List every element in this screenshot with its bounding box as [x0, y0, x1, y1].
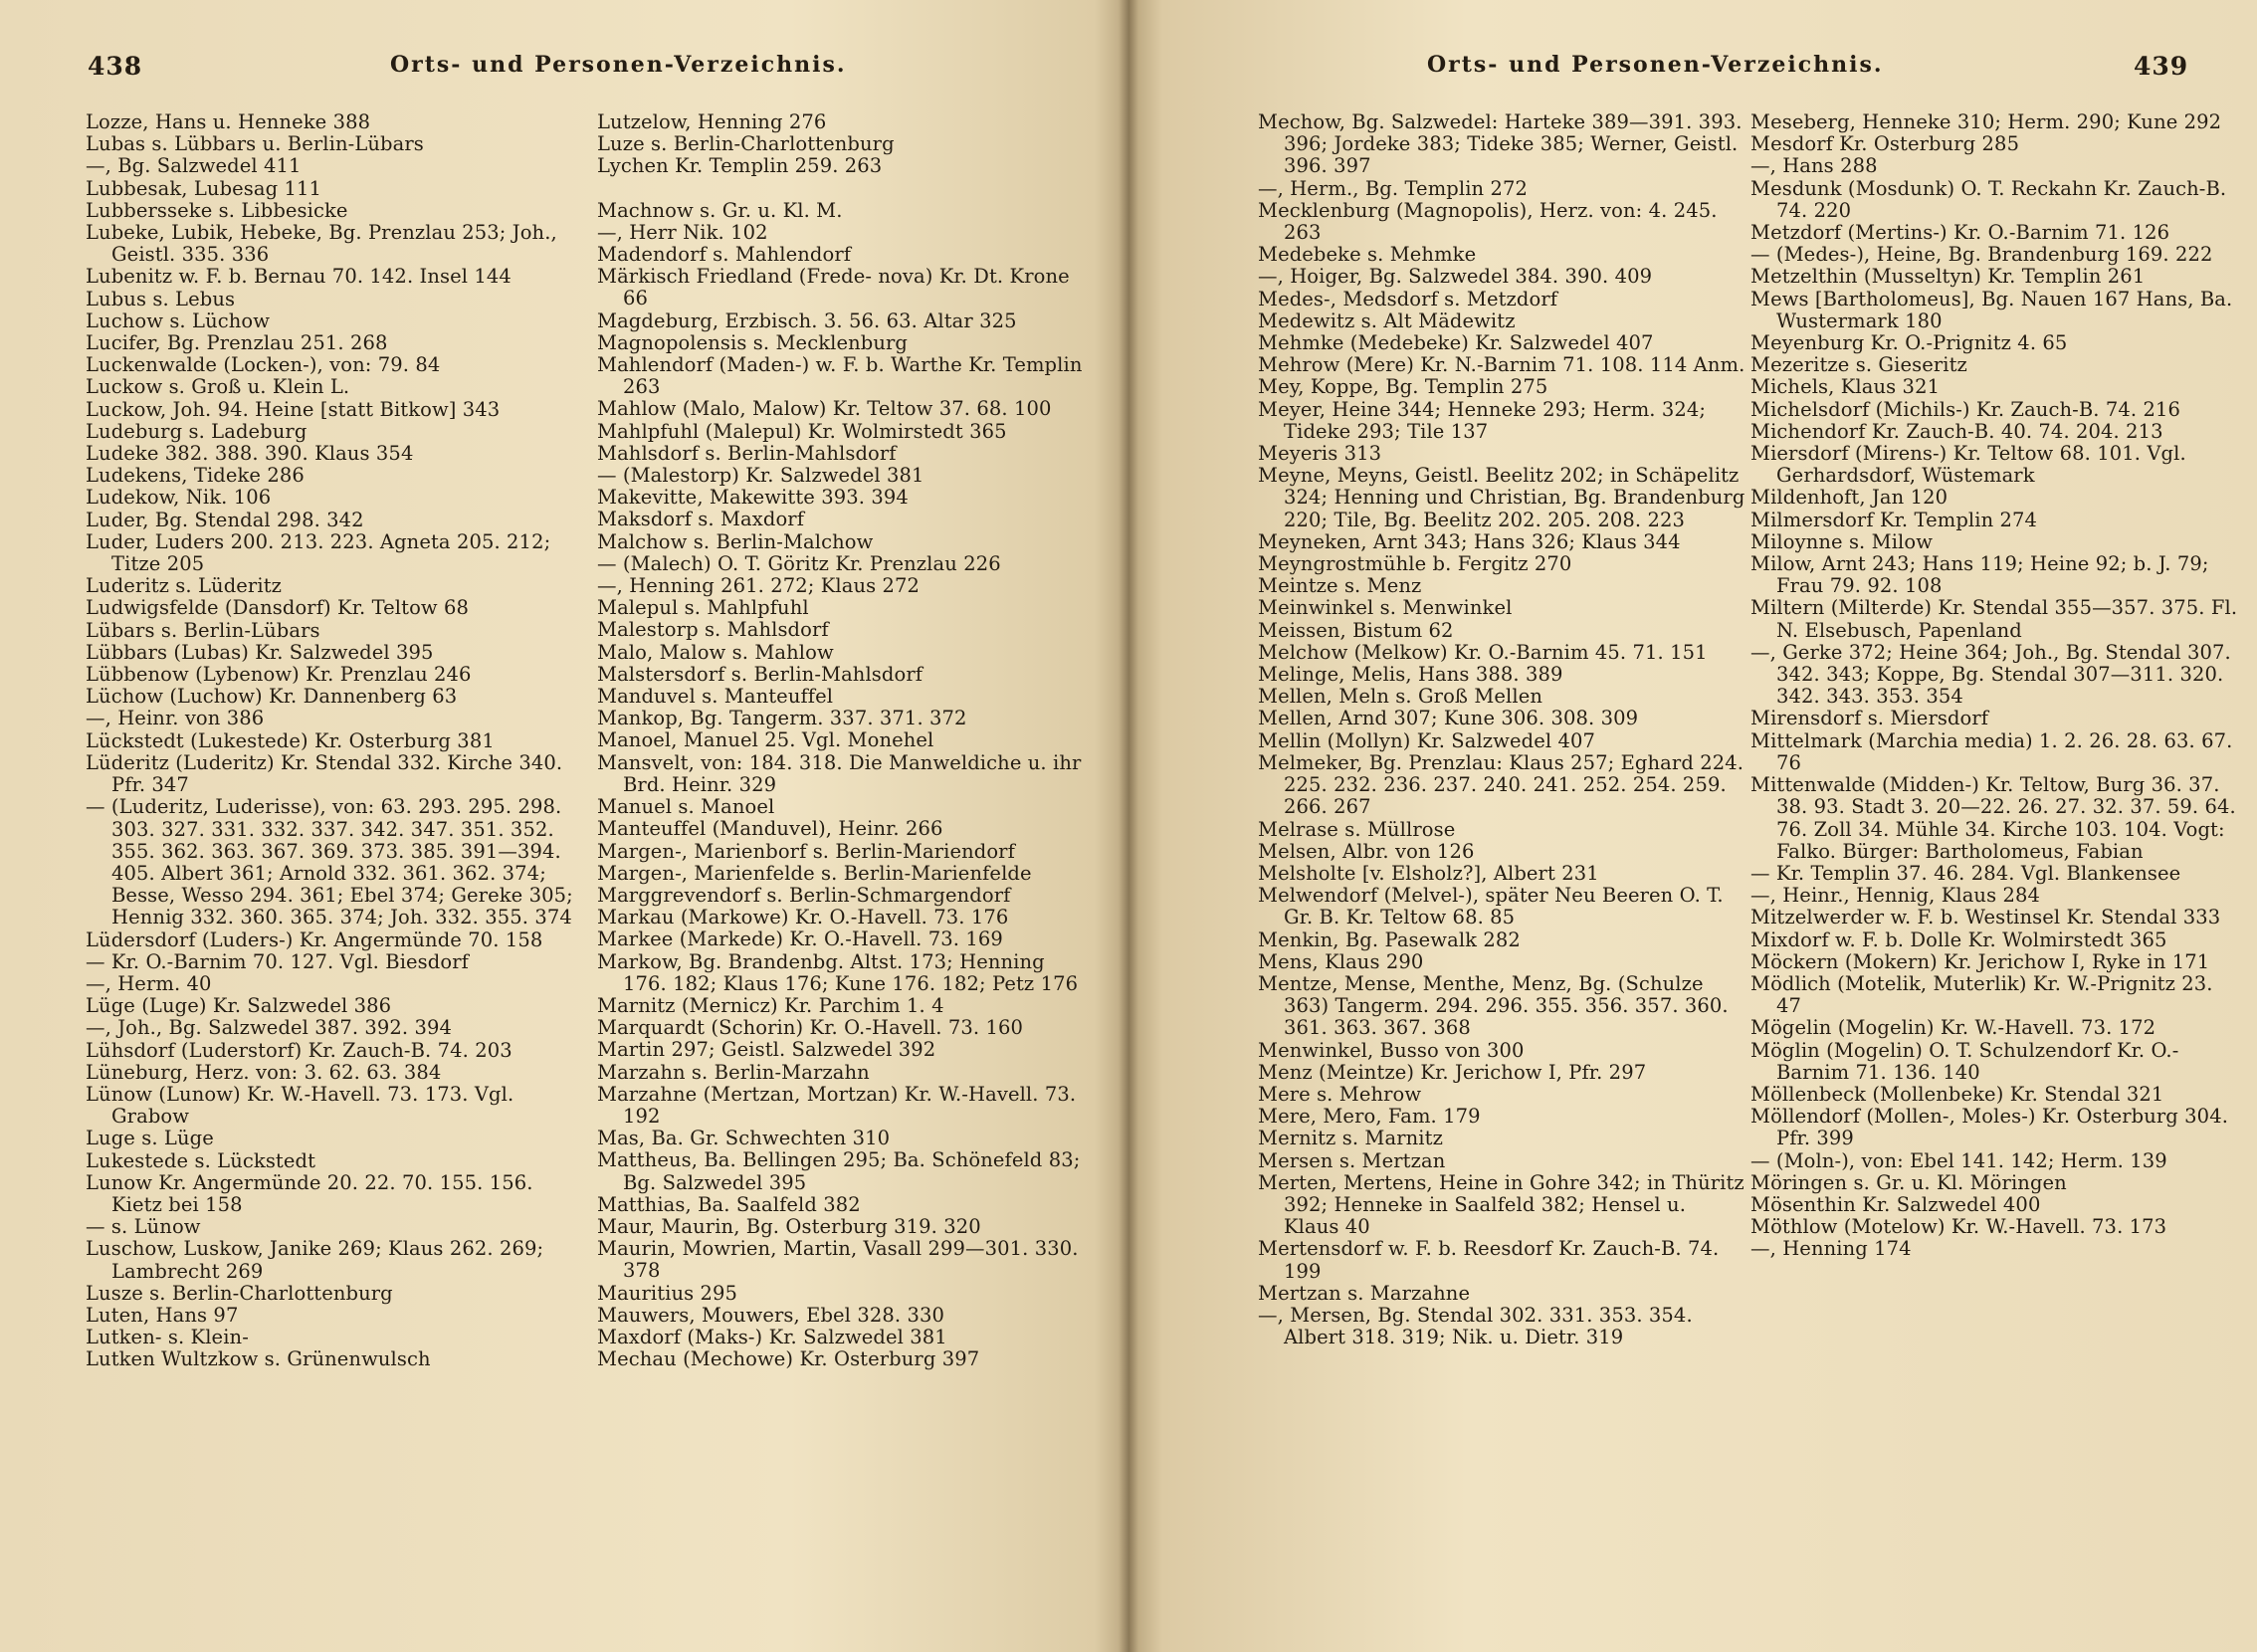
index-entry: Mentze, Mense, Menthe, Menz, Bg. (Schulze 363) Tangerm. 294. 296. 355. 356. 357. 360. 361. 363. 367. 368: [1258, 971, 1729, 1040]
index-entry: Luckenwalde (Locken-), von: 79. 84: [86, 353, 441, 377]
index-entry: Margen-, Marienfelde s. Berlin-Marienfelde: [597, 861, 1032, 885]
index-entry: Mitzelwerder w. F. b. Westinsel Kr. Stendal 333: [1750, 906, 2221, 929]
index-entry: Malepul s. Mahlpfuhl: [597, 596, 809, 620]
index-entry: —, Joh., Bg. Salzwedel 387. 392. 394: [86, 1016, 453, 1040]
index-entry: Medes-, Medsdorf s. Metzdorf: [1258, 287, 1558, 310]
index-entry: Meinwinkel s. Menwinkel: [1258, 596, 1513, 620]
index-entry: Mehrow (Mere) Kr. N.-Barnim 71. 108. 114 Anm.: [1258, 353, 1745, 377]
index-entry: Lunow Kr. Angermünde 20. 22. 70. 155. 156. Kietz bei 158: [86, 1170, 533, 1216]
index-entry: Melsen, Albr. von 126: [1258, 839, 1475, 863]
running-title-left: Orts- und Personen-Verzeichnis.: [390, 52, 847, 78]
left-page-column-1: [86, 111, 573, 1371]
index-entry: Luckow s. Groß u. Klein L.: [86, 375, 350, 399]
index-entry: —, Herm., Bg. Templin 272: [1258, 176, 1529, 200]
index-entry: Michendorf Kr. Zauch-B. 40. 74. 204. 213: [1750, 419, 2163, 443]
index-entry: Mildenhoft, Jan 120: [1750, 486, 1949, 510]
index-entry: Maksdorf s. Maxdorf: [597, 508, 805, 531]
index-entry: Miloynne s. Milow: [1750, 529, 1934, 553]
index-entry: Luder, Luders 200. 213. 223. Agneta 205. 212; Titze 205: [86, 529, 551, 576]
index-entry: — (Moln-), von: Ebel 141. 142; Herm. 139: [1750, 1148, 2167, 1172]
index-entry: Miersdorf (Mirens-) Kr. Teltow 68. 101. Vgl. Gerhardsdorf, Wüstemark: [1750, 442, 2186, 488]
index-entry: Marzahn s. Berlin-Marzahn: [597, 1060, 870, 1084]
index-entry: Mernitz s. Marnitz: [1258, 1127, 1443, 1150]
index-entry: Luten, Hans 97: [86, 1303, 239, 1327]
index-entry: Möllenbeck (Mollenbeke) Kr. Stendal 321: [1750, 1082, 2164, 1106]
index-entry: Mansvelt, von: 184. 318. Die Manweldiche u. ihr Brd. Heinr. 329: [597, 750, 1082, 796]
index-entry: Lühsdorf (Luderstorf) Kr. Zauch-B. 74. 203: [86, 1038, 513, 1062]
index-entry: Mixdorf w. F. b. Dolle Kr. Wolmirstedt 365: [1750, 928, 2167, 951]
index-entry: Melsholte [v. Elsholz?], Albert 231: [1258, 861, 1599, 885]
index-entry: Milmersdorf Kr. Templin 274: [1750, 508, 2038, 531]
index-entry: Luschow, Luskow, Janike 269; Klaus 262. 269; Lambrecht 269: [86, 1237, 544, 1283]
index-entry: Lubeke, Lubik, Hebeke, Bg. Prenzlau 253; Joh., Geistl. 335. 336: [86, 221, 557, 267]
index-entry: Meyer, Heine 344; Henneke 293; Herm. 324; Tideke 293; Tile 137: [1258, 397, 1707, 443]
index-entry: Mahlow (Malo, Malow) Kr. Teltow 37. 68. 100: [597, 397, 1052, 421]
index-entry: Mahlpfuhl (Malepul) Kr. Wolmirstedt 365: [597, 419, 1007, 443]
index-entry: Markee (Markede) Kr. O.-Havell. 73. 169: [597, 928, 1003, 951]
index-entry: Medewitz s. Alt Mädewitz: [1258, 309, 1516, 332]
index-entry: Lubenitz w. F. b. Bernau 70. 142. Insel 144: [86, 265, 512, 289]
index-entry: — Kr. O.-Barnim 70. 127. Vgl. Biesdorf: [86, 949, 469, 973]
index-entry: Ludeburg s. Ladeburg: [86, 419, 308, 443]
index-entry: —, Herm. 40: [86, 971, 212, 995]
index-entry: —, Hans 288: [1750, 154, 1878, 178]
index-entry: — s. Lünow: [86, 1215, 201, 1239]
index-entry: Marquardt (Schorin) Kr. O.-Havell. 73. 160: [597, 1016, 1023, 1040]
index-entry: — (Malestorp) Kr. Salzwedel 381: [597, 464, 924, 488]
index-entry: Mechow, Bg. Salzwedel: Harteke 389—391. 393. 396; Jordeke 383; Tideke 385; Werner, Geistl. 396. 397: [1258, 110, 1743, 178]
index-entry: Mögelin (Mogelin) Kr. W.-Havell. 73. 172: [1750, 1016, 2156, 1040]
index-entry: Maur, Maurin, Bg. Osterburg 319. 320: [597, 1214, 981, 1238]
index-entry: —, Herr Nik. 102: [597, 220, 768, 244]
index-entry: Lünow (Lunow) Kr. W.-Havell. 73. 173. Vgl. Grabow: [86, 1082, 514, 1129]
right-page-column-2: [1750, 111, 2238, 1261]
index-entry: Mellin (Mollyn) Kr. Salzwedel 407: [1258, 728, 1595, 752]
index-entry: —, Heinr. von 386: [86, 707, 265, 730]
index-entry: Melmeker, Bg. Prenzlau: Klaus 257; Eghard 224. 225. 232. 236. 237. 240. 241. 252. 254. 259. 266. 267: [1258, 750, 1744, 819]
index-entry: Möglin (Mogelin) O. T. Schulzendorf Kr. O.-Barnim 71. 136. 140: [1750, 1038, 2179, 1084]
index-entry: Lutken- s. Klein-: [86, 1326, 249, 1349]
index-entry: Martin 297; Geistl. Salzwedel 392: [597, 1038, 936, 1062]
index-entry: Lubbersseke s. Libbesicke: [86, 198, 348, 222]
index-entry: Lozze, Hans u. Henneke 388: [86, 110, 371, 133]
index-entry: Lubbesak, Lubesag 111: [86, 176, 322, 200]
index-entry: Mews [Bartholomeus], Bg. Nauen 167 Hans, Ba. Wustermark 180: [1750, 287, 2233, 332]
index-entry: Maurin, Mowrien, Martin, Vasall 299—301. 330. 378: [597, 1237, 1079, 1283]
index-entry: Lüchow (Luchow) Kr. Dannenberg 63: [86, 685, 458, 709]
index-entry: Meintze s. Menz: [1258, 574, 1422, 598]
index-entry: Möringen s. Gr. u. Kl. Möringen: [1750, 1170, 2067, 1194]
index-entry: —, Hoiger, Bg. Salzwedel 384. 390. 409: [1258, 265, 1653, 289]
index-entry: Mechau (Mechowe) Kr. Osterburg 397: [597, 1347, 980, 1371]
index-entry: Malstersdorf s. Berlin-Mahlsdorf: [597, 662, 923, 686]
index-entry: Metzelthin (Musseltyn) Kr. Templin 261: [1750, 265, 2146, 289]
index-entry: Mankop, Bg. Tangerm. 337. 371. 372: [597, 707, 967, 730]
index-entry: Meyneken, Arnt 343; Hans 326; Klaus 344: [1258, 529, 1681, 553]
index-entry: Lüge (Luge) Kr. Salzwedel 386: [86, 994, 392, 1018]
right-page-column-1: [1258, 111, 1745, 1348]
index-entry: Milow, Arnt 243; Hans 119; Heine 92; b. J. 79; Frau 79. 92. 108: [1750, 552, 2209, 598]
index-entry: Mauritius 295: [597, 1281, 738, 1305]
index-entry: Mahlendorf (Maden-) w. F. b. Warthe Kr. Templin 263: [597, 353, 1083, 399]
index-entry: Lübars s. Berlin-Lübars: [86, 618, 320, 642]
index-entry: Meseberg, Henneke 310; Herm. 290; Kune 292: [1750, 110, 2222, 133]
index-entry: Ludekow, Nik. 106: [86, 486, 272, 510]
index-entry: Meyne, Meyns, Geistl. Beelitz 202; in Schäpelitz 324; Henning und Christian, Bg. Brandenburg 220; Tile, Bg. Beelitz 202. 205. 208. 223: [1258, 464, 1745, 531]
index-entry: Metzdorf (Mertins-) Kr. O.-Barnim 71. 126: [1750, 221, 2170, 245]
index-entry: Lucifer, Bg. Prenzlau 251. 268: [86, 331, 388, 355]
index-entry: Luder, Bg. Stendal 298. 342: [86, 508, 364, 531]
index-entry: Luderitz s. Lüderitz: [86, 574, 282, 598]
index-entry: Mas, Ba. Gr. Schwechten 310: [597, 1127, 891, 1150]
index-entry: Mecklenburg (Magnopolis), Herz. von: 4. 245. 263: [1258, 198, 1718, 245]
index-entry: Michels, Klaus 321: [1750, 375, 1941, 399]
running-title-right: Orts- und Personen-Verzeichnis.: [1427, 52, 1884, 78]
index-entry: Luze s. Berlin-Charlottenburg: [597, 132, 895, 156]
index-entry: Ludekens, Tideke 286: [86, 464, 305, 488]
index-entry: Matthias, Ba. Saalfeld 382: [597, 1192, 861, 1216]
index-entry: Ludwigsfelde (Dansdorf) Kr. Teltow 68: [86, 596, 470, 620]
index-entry: Mirensdorf s. Miersdorf: [1750, 707, 1989, 730]
index-entry: Mahlsdorf s. Berlin-Mahlsdorf: [597, 441, 897, 465]
index-entry: —, Bg. Salzwedel 411: [86, 154, 302, 178]
index-entry: Märkisch Friedland (Frede- nova) Kr. Dt. Krone 66: [597, 265, 1070, 310]
index-entry: Malestorp s. Mahlsdorf: [597, 618, 829, 642]
index-entry: Lychen Kr. Templin 259. 263: [597, 154, 883, 178]
index-entry: Michelsdorf (Michils-) Kr. Zauch-B. 74. 216: [1750, 397, 2180, 421]
index-entry: Manduvel s. Manteuffel: [597, 685, 834, 709]
index-entry: Luge s. Lüge: [86, 1127, 214, 1150]
index-entry: Mittenwalde (Midden-) Kr. Teltow, Burg 36. 37. 38. 93. Stadt 3. 20—22. 26. 27. 32. 37. 59. 64. 76. Zoll 34. Mühle 34. Kirche 103. 104. Vogt: Falko. Bürger: Bartholomeus, Fabian: [1750, 773, 2236, 863]
index-entry: Lübbars (Lubas) Kr. Salzwedel 395: [86, 640, 434, 664]
index-entry: Marnitz (Mernicz) Kr. Parchim 1. 4: [597, 993, 944, 1017]
right-page: [1128, 0, 2257, 1652]
index-entry: Mellen, Arnd 307; Kune 306. 308. 309: [1258, 707, 1639, 730]
index-entry: —, Gerke 372; Heine 364; Joh., Bg. Stendal 307. 342. 343; Koppe, Bg. Stendal 307—311. 320. 342. 343. 353. 354: [1750, 640, 2231, 709]
left-page-column-2: [597, 111, 1085, 1370]
index-entry: Lüderitz (Luderitz) Kr. Stendal 332. Kirche 340. Pfr. 347: [86, 750, 563, 797]
index-entry: Mertzan s. Marzahne: [1258, 1281, 1471, 1305]
index-entry: —, Mersen, Bg. Stendal 302. 331. 353. 354. Albert 318. 319; Nik. u. Dietr. 319: [1258, 1303, 1693, 1349]
index-entry: Lückstedt (Lukestede) Kr. Osterburg 381: [86, 728, 495, 752]
page-number-right: 439: [2134, 52, 2189, 81]
index-entry: —, Henning 174: [1750, 1237, 1912, 1261]
index-entry: Lübbenow (Lybenow) Kr. Prenzlau 246: [86, 663, 472, 687]
index-entry: Mey, Koppe, Bg. Templin 275: [1258, 375, 1548, 399]
index-entry: Melchow (Melkow) Kr. O.-Barnim 45. 71. 151: [1258, 640, 1708, 664]
index-entry: Ludeke 382. 388. 390. Klaus 354: [86, 442, 414, 466]
index-entry: Meyenburg Kr. O.-Prignitz 4. 65: [1750, 331, 2068, 355]
index-entry: Marzahne (Mertzan, Mortzan) Kr. W.-Havell. 73. 192: [597, 1082, 1077, 1128]
index-entry: Menz (Meintze) Kr. Jerichow I, Pfr. 297: [1258, 1060, 1647, 1084]
index-entry: Mödlich (Motelik, Muterlik) Kr. W.-Prignitz 23. 47: [1750, 971, 2213, 1018]
index-entry: Machnow s. Gr. u. Kl. M.: [597, 198, 843, 222]
index-entry: Mehmke (Medebeke) Kr. Salzwedel 407: [1258, 331, 1654, 355]
index-entry: Lüneburg, Herz. von: 3. 62. 63. 384: [86, 1060, 442, 1084]
index-entry: Medebeke s. Mehmke: [1258, 243, 1477, 267]
index-entry: Markau (Markowe) Kr. O.-Havell. 73. 176: [597, 906, 1009, 929]
book-gutter: [1119, 0, 1138, 1652]
index-entry: Lusze s. Berlin-Charlottenburg: [86, 1281, 393, 1305]
index-entry: Lubus s. Lebus: [86, 287, 236, 310]
index-entry: Meissen, Bistum 62: [1258, 618, 1454, 642]
index-entry: — (Luderitz, Luderisse), von: 63. 293. 295. 298. 303. 327. 331. 332. 337. 342. 347. 351. 352. 355. 362. 363. 367. 369. 373. 385. 391—394. 405. Albert 361; Arnold 332. 361. 362. 374; Besse, Wesso 294. 361; Ebel 374; Gereke 305; Hennig 332. 360. 365. 374; Joh. 332. 355. 374: [86, 795, 573, 929]
index-entry: Margen-, Marienborf s. Berlin-Mariendorf: [597, 839, 1015, 863]
index-entry: Möthlow (Motelow) Kr. W.-Havell. 73. 173: [1750, 1215, 2167, 1239]
index-entry: Mittelmark (Marchia media) 1. 2. 26. 28. 63. 67. 76: [1750, 728, 2233, 774]
index-entry: Malo, Malow s. Mahlow: [597, 640, 834, 664]
left-page: [0, 0, 1128, 1652]
index-entry: Madendorf s. Mahlendorf: [597, 243, 852, 267]
index-entry: Meyeris 313: [1258, 442, 1382, 466]
index-entry: Miltern (Milterde) Kr. Stendal 355—357. 375. Fl. N. Elsebusch, Papenland: [1750, 596, 2238, 642]
index-entry: Menkin, Bg. Pasewalk 282: [1258, 928, 1521, 951]
index-entry: Mertensdorf w. F. b. Reesdorf Kr. Zauch-B. 74. 199: [1258, 1237, 1720, 1283]
index-entry: Lubas s. Lübbars u. Berlin-Lübars: [86, 132, 424, 156]
index-entry: Luchow s. Lüchow: [86, 309, 271, 332]
index-entry: Lüdersdorf (Luders-) Kr. Angermünde 70. 158: [86, 928, 543, 951]
index-entry: — Kr. Templin 37. 46. 284. Vgl. Blankensee: [1750, 861, 2181, 885]
index-entry: Mersen s. Mertzan: [1258, 1148, 1446, 1172]
index-entry: Magdeburg, Erzbisch. 3. 56. 63. Altar 325: [597, 309, 1017, 332]
index-entry: Manteuffel (Manduvel), Heinr. 266: [597, 817, 943, 841]
index-entry: Möckern (Mokern) Kr. Jerichow I, Ryke in 171: [1750, 949, 2210, 973]
index-entry: Makevitte, Makewitte 393. 394: [597, 486, 909, 510]
index-entry: —, Heinr., Hennig, Klaus 284: [1750, 884, 2041, 908]
index-entry: — (Malech) O. T. Göritz Kr. Prenzlau 226: [597, 551, 1001, 575]
index-entry: Mezeritze s. Gieseritz: [1750, 353, 1967, 377]
index-entry: Mösenthin Kr. Salzwedel 400: [1750, 1192, 2041, 1216]
index-entry: Mesdunk (Mosdunk) O. T. Reckahn Kr. Zauch-B. 74. 220: [1750, 176, 2227, 222]
index-entry: — (Medes-), Heine, Bg. Brandenburg 169. 222: [1750, 243, 2213, 267]
index-entry: Melwendorf (Melvel-), später Neu Beeren O. T. Gr. B. Kr. Teltow 68. 85: [1258, 884, 1724, 929]
index-entry: Melinge, Melis, Hans 388. 389: [1258, 663, 1563, 687]
index-entry: Maxdorf (Maks-) Kr. Salzwedel 381: [597, 1325, 947, 1348]
index-entry: Mens, Klaus 290: [1258, 949, 1424, 973]
index-entry: Mesdorf Kr. Osterburg 285: [1750, 132, 2020, 156]
index-entry: Malchow s. Berlin-Malchow: [597, 529, 874, 553]
index-entry: Mattheus, Ba. Bellingen 295; Ba. Schönefeld 83; Bg. Salzwedel 395: [597, 1148, 1081, 1194]
index-entry: —, Henning 261. 272; Klaus 272: [597, 574, 921, 598]
index-entry: Melrase s. Müllrose: [1258, 817, 1456, 841]
index-entry: Mere, Mero, Fam. 179: [1258, 1105, 1481, 1129]
index-entry: Lukestede s. Lückstedt: [86, 1148, 316, 1172]
index-entry: Marggrevendorf s. Berlin-Schmargendorf: [597, 883, 1011, 907]
index-entry: Manoel, Manuel 25. Vgl. Monehel: [597, 728, 934, 752]
index-entry: Merten, Mertens, Heine in Gohre 342; in Thüritz 392; Henneke in Saalfeld 382; Hensel u. Klaus 40: [1258, 1170, 1744, 1239]
index-entry: Markow, Bg. Brandenbg. Altst. 173; Henning 176. 182; Klaus 176; Kune 176. 182; Petz 176: [597, 949, 1079, 995]
section-gap: [597, 178, 1085, 200]
index-entry: Magnopolensis s. Mecklenburg: [597, 330, 909, 354]
index-entry: Meyngrostmühle b. Fergitz 270: [1258, 552, 1572, 576]
index-entry: Lutken Wultzkow s. Grünenwulsch: [86, 1347, 431, 1371]
index-entry: Möllendorf (Mollen-, Moles-) Kr. Osterburg 304. Pfr. 399: [1750, 1105, 2228, 1150]
index-entry: Menwinkel, Busso von 300: [1258, 1038, 1525, 1062]
page-number-left: 438: [88, 52, 143, 81]
index-entry: Mauwers, Mouwers, Ebel 328. 330: [597, 1303, 944, 1327]
index-entry: Mellen, Meln s. Groß Mellen: [1258, 685, 1543, 709]
index-entry: Lutzelow, Henning 276: [597, 110, 827, 133]
index-entry: Mere s. Mehrow: [1258, 1082, 1422, 1106]
index-entry: Manuel s. Manoel: [597, 795, 775, 819]
index-entry: Luckow, Joh. 94. Heine [statt Bitkow] 343: [86, 397, 501, 421]
